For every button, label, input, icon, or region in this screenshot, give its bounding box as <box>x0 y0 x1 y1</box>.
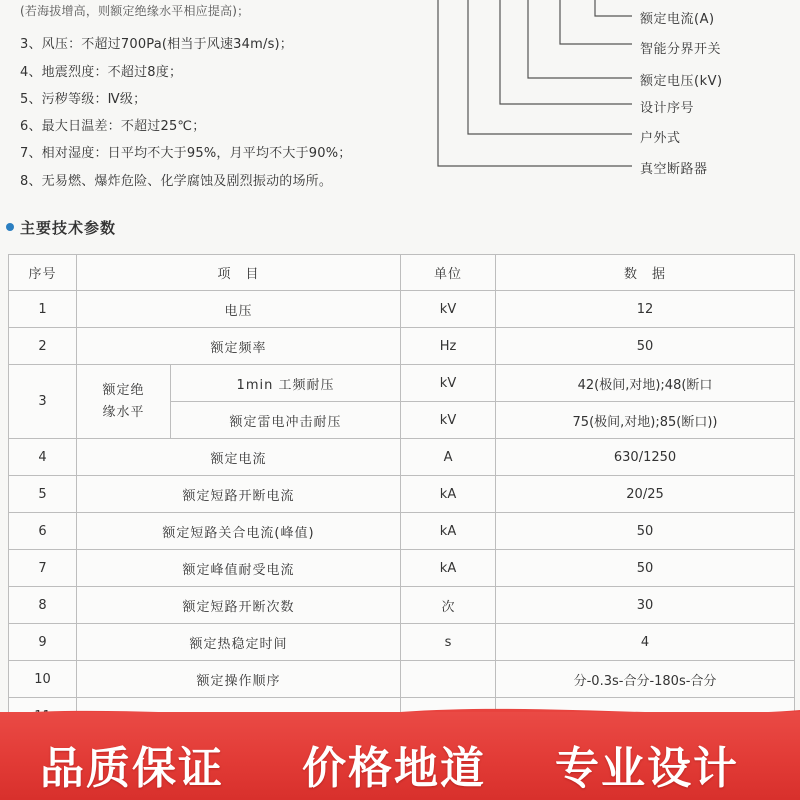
cell-value: 75(极间,对地);85(断口)) <box>496 402 795 439</box>
header-item: 项 目 <box>77 255 401 291</box>
table-row <box>9 291 795 328</box>
cell-value: 分-0.3s-合分-180s-合分 <box>496 661 795 698</box>
legend-design-serial: 设计序号 <box>640 101 695 116</box>
legend-outdoor: 户外式 <box>640 131 681 146</box>
cell-unit: 次 <box>401 587 496 624</box>
condition-line: 5、污秽等级：Ⅳ级； <box>20 92 147 107</box>
cell-no: 8 <box>9 587 77 624</box>
cell-item: 额定雷电冲击耐压 <box>171 402 401 439</box>
bullet-dot-icon <box>6 223 14 231</box>
table-row <box>9 513 795 550</box>
cell-no: 1 <box>9 291 77 328</box>
condition-line: (若海拔增高，则额定绝缘水平相应提高)； <box>20 4 250 18</box>
cell-value: 42(极间,对地);48(断口 <box>496 365 795 402</box>
section-heading <box>6 216 116 238</box>
cell-value: 4 <box>496 624 795 661</box>
header-no: 序号 <box>9 255 77 291</box>
cell-unit: kA <box>401 476 496 513</box>
cell-unit <box>401 661 496 698</box>
cell-item: 额定热稳定时间 <box>77 624 401 661</box>
table-row <box>9 439 795 476</box>
condition-line: 7、相对湿度：日平均不大于95%，月平均不大于90%； <box>20 146 352 161</box>
table-row <box>9 624 795 661</box>
cell-unit: Hz <box>401 328 496 365</box>
cell-no: 6 <box>9 513 77 550</box>
cell-value: 50 <box>496 513 795 550</box>
table-row <box>9 365 795 402</box>
condition-line: 4、地震烈度：不超过8度； <box>20 65 183 80</box>
cell-no: 9 <box>9 624 77 661</box>
legend-rated-voltage: 额定电压(kV) <box>640 74 723 89</box>
cell-unit: s <box>401 624 496 661</box>
cell-unit: kA <box>401 550 496 587</box>
header-unit: 单位 <box>401 255 496 291</box>
cell-group-insulation: 额定绝缘水平 <box>77 365 171 439</box>
cell-no: 4 <box>9 439 77 476</box>
table-row <box>9 476 795 513</box>
slogan-design: 专业设计 <box>555 743 739 794</box>
slogan-quality: 品质保证 <box>40 743 224 794</box>
table-row <box>9 550 795 587</box>
cell-item: 电压 <box>77 291 401 328</box>
table-row <box>9 661 795 698</box>
model-code-legend <box>430 0 800 200</box>
technical-parameters-table <box>8 254 795 735</box>
legend-vacuum-breaker: 真空断路器 <box>640 162 708 177</box>
cell-value: 630/1250 <box>496 439 795 476</box>
cell-unit: kV <box>401 291 496 328</box>
cell-item: 额定短路开断电流 <box>77 476 401 513</box>
header-value: 数 据 <box>496 255 795 291</box>
cell-item: 额定操作顺序 <box>77 661 401 698</box>
cell-item: 1min 工频耐压 <box>171 365 401 402</box>
condition-line: 6、最大日温差：不超过25℃； <box>20 119 206 134</box>
cell-item: 额定频率 <box>77 328 401 365</box>
cell-no: 10 <box>9 661 77 698</box>
cell-value: 50 <box>496 328 795 365</box>
cell-unit: kV <box>401 402 496 439</box>
legend-bracket-lines <box>430 0 800 200</box>
condition-line: 3、风压：不超过700Pa(相当于风速34m/s)； <box>20 37 294 52</box>
cell-value: 30 <box>496 587 795 624</box>
cell-no: 3 <box>9 365 77 439</box>
table-row <box>9 328 795 365</box>
legend-smart-switch: 智能分界开关 <box>640 42 722 57</box>
slogan-price: 价格地道 <box>302 743 486 794</box>
cell-value: 50 <box>496 550 795 587</box>
legend-rated-current: 额定电流(A) <box>640 12 715 27</box>
condition-line: 8、无易燃、爆炸危险、化学腐蚀及剧烈振动的场所。 <box>20 174 333 189</box>
table-header-row <box>9 255 795 291</box>
cell-item: 额定短路关合电流(峰值) <box>77 513 401 550</box>
cell-unit: kV <box>401 365 496 402</box>
cell-no: 7 <box>9 550 77 587</box>
cell-value: 20/25 <box>496 476 795 513</box>
section-title: 主要技术参数 <box>20 218 117 237</box>
cell-no: 5 <box>9 476 77 513</box>
cell-unit: kA <box>401 513 496 550</box>
cell-item: 额定峰值耐受电流 <box>77 550 401 587</box>
cell-item: 额定电流 <box>77 439 401 476</box>
cell-item: 额定短路开断次数 <box>77 587 401 624</box>
cell-no: 2 <box>9 328 77 365</box>
cell-unit: A <box>401 439 496 476</box>
cell-value: 12 <box>496 291 795 328</box>
table-row <box>9 587 795 624</box>
